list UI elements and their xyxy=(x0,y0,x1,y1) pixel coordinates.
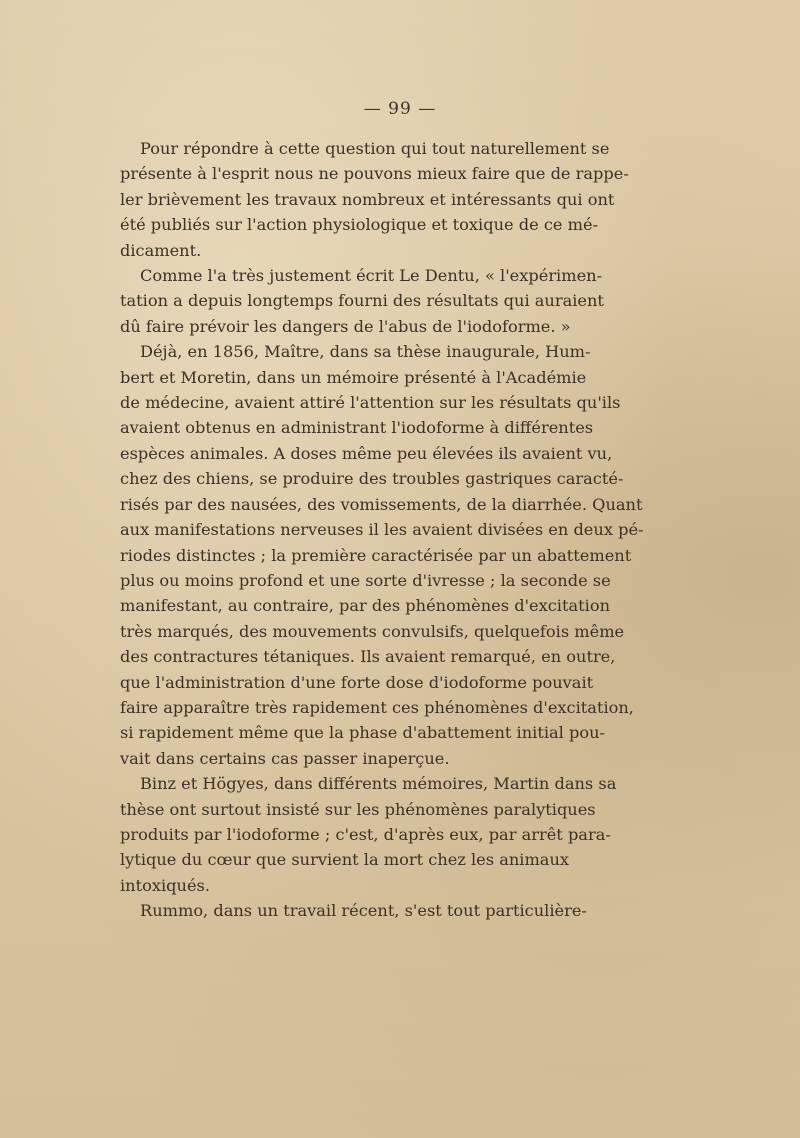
paragraph-4 xyxy=(120,771,617,898)
text-line: été publiés sur l'action physiologique et toxique de ce mé- xyxy=(120,215,599,235)
paragraph-3 xyxy=(120,339,644,771)
text-line: ler brièvement les travaux nombreux et intéressants qui ont xyxy=(120,189,615,209)
text-line: avaient obtenus en administrant l'iodoforme à différentes xyxy=(120,418,594,438)
text-line: Pour répondre à cette question qui tout naturellement se xyxy=(140,139,610,158)
text-line: dû faire prévoir les dangers de l'abus de l'iodoforme. » xyxy=(120,316,571,336)
text-line: lytique du cœur que survient la mort chez les animaux xyxy=(120,850,570,870)
paragraph-1 xyxy=(120,136,629,263)
text-line: aux manifestations nerveuses il les avaient divisées en deux pé- xyxy=(120,520,644,540)
text-line: thèse ont surtout insisté sur les phénomènes paralytiques xyxy=(120,799,596,819)
paragraph-2 xyxy=(120,263,604,339)
text-line: riodes distinctes ; la première caractérisée par un abattement xyxy=(120,545,632,565)
text-line: plus ou moins profond et une sorte d'ivresse ; la seconde se xyxy=(120,570,611,590)
paragraph-5 xyxy=(120,898,587,923)
text-line: faire apparaître très rapidement ces phénomènes d'excitation, xyxy=(120,697,634,717)
body-text xyxy=(120,136,644,924)
text-line: chez des chiens, se produire des troubles gastriques caracté- xyxy=(120,469,624,489)
text-line: dicament. xyxy=(120,240,202,260)
text-line: de médecine, avaient attiré l'attention sur les résultats qu'ils xyxy=(120,393,621,413)
text-line: risés par des nausées, des vomissements, de la diarrhée. Quant xyxy=(120,494,643,514)
text-line: Rummo, dans un travail récent, s'est tout particulière- xyxy=(140,901,587,921)
text-line: produits par l'iodoforme ; c'est, d'après eux, par arrêt para- xyxy=(120,824,611,844)
text-line: très marqués, des mouvements convulsifs, quelquefois même xyxy=(120,621,625,641)
text-line: bert et Moretin, dans un mémoire présenté à l'Académie xyxy=(120,367,587,387)
text-line: manifestant, au contraire, par des phénomènes d'excitation xyxy=(120,596,610,616)
text-line: intoxiqués. xyxy=(120,875,210,895)
text-line: présente à l'esprit nous ne pouvons mieux faire que de rappe- xyxy=(120,164,629,184)
text-line: que l'administration d'une forte dose d'iodoforme pouvait xyxy=(120,672,594,692)
text-line: si rapidement même que la phase d'abattement initial pou- xyxy=(120,723,605,743)
text-line: Déjà, en 1856, Maître, dans sa thèse inaugurale, Hum- xyxy=(140,342,591,362)
text-line: tation a depuis longtemps fourni des résultats qui auraient xyxy=(120,291,604,311)
text-line: des contractures tétaniques. Ils avaient remarqué, en outre, xyxy=(120,647,616,667)
text-line: Comme l'a très justement écrit Le Dentu, « l'expérimen- xyxy=(140,266,603,286)
text-line: espèces animales. A doses même peu élevées ils avaient vu, xyxy=(120,443,613,463)
text-line: Binz et Högyes, dans différents mémoires, Martin dans sa xyxy=(140,774,617,794)
text-line: vait dans certains cas passer inaperçue. xyxy=(120,748,450,768)
page-number: — 99 — xyxy=(363,99,437,119)
